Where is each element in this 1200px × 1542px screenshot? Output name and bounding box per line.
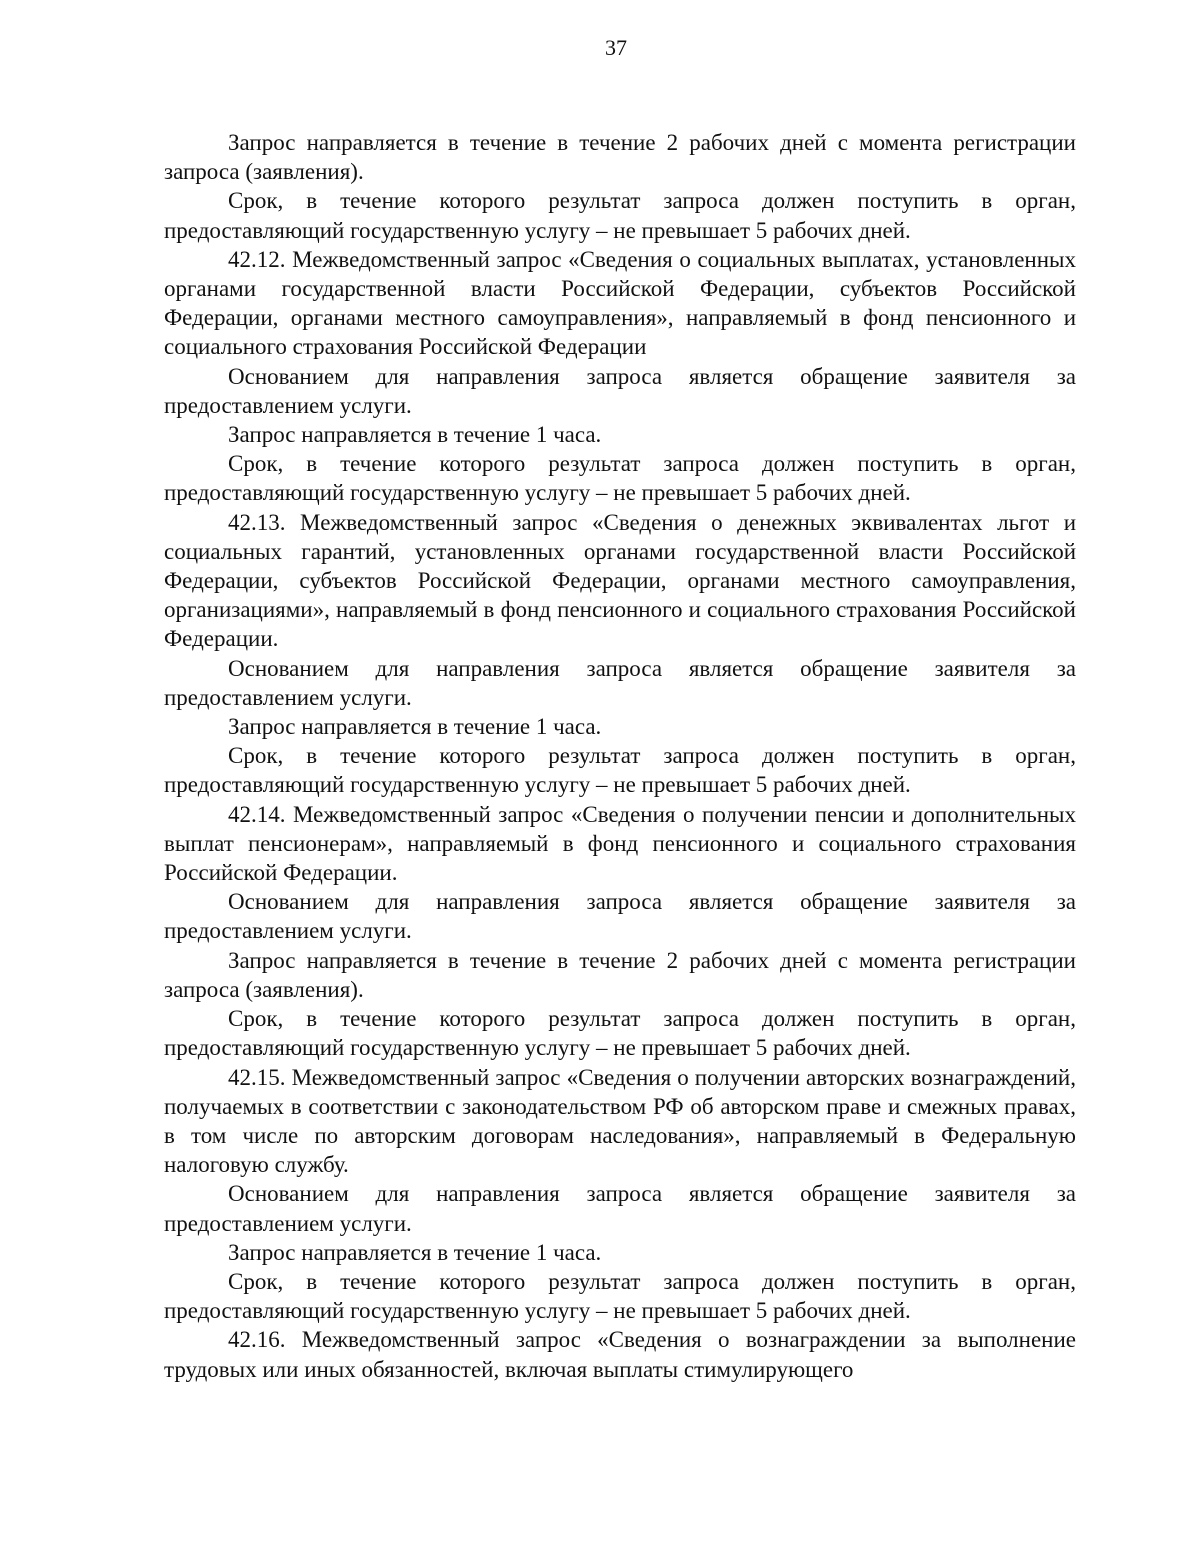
paragraph-section-42-16: 42.16. Межведомственный запрос «Сведения о вознаграждении за выполнение трудовых или иных обязанностей, включая выплаты стимулирующего bbox=[164, 1327, 1076, 1382]
paragraph: Основанием для направления запроса является обращение заявителя за предоставлением услуги. bbox=[164, 889, 1076, 944]
paragraph-section-42-13: 42.13. Межведомственный запрос «Сведения о денежных эквивалентах льгот и социальных гарантий, установленных органами государственной власти Российской Федерации, субъектов Российской Федерации, органами местного самоуправления, организациями», направляемый в фонд пенсионного и социального страхования Российской Федерации. bbox=[164, 509, 1076, 652]
paragraph: Запрос направляется в течение 1 часа. bbox=[228, 714, 602, 740]
paragraph: Основанием для направления запроса является обращение заявителя за предоставлением услуги. bbox=[164, 363, 1076, 418]
paragraph-section-42-14: 42.14. Межведомственный запрос «Сведения о получении пенсии и дополнительных выплат пенсионерам», направляемый в фонд пенсионного и социального страхования Российской Федерации. bbox=[164, 801, 1076, 886]
paragraph: Срок, в течение которого результат запроса должен поступить в орган, предоставляющий государственную услугу – не превышает 5 рабочих дней. bbox=[164, 188, 1076, 243]
paragraph: Запрос направляется в течение в течение 2 рабочих дней с момента регистрации запроса (заявления). bbox=[164, 130, 1076, 185]
document-body bbox=[164, 128, 1076, 1384]
paragraph: Запрос направляется в течение в течение 2 рабочих дней с момента регистрации запроса (заявления). bbox=[164, 947, 1076, 1002]
paragraph-section-42-12: 42.12. Межведомственный запрос «Сведения о социальных выплатах, установленных органами государственной власти Российской Федерации, субъектов Российской Федерации, органами местного самоуправления», направляемый в фонд пенсионного и социального страхования Российской Федерации bbox=[164, 246, 1076, 360]
paragraph: Запрос направляется в течение 1 часа. bbox=[228, 422, 602, 448]
paragraph-section-42-15: 42.15. Межведомственный запрос «Сведения о получении авторских вознаграждений, получаемых в соответствии с законодательством РФ об авторском праве и смежных правах, в том числе по авторским договорам наследования», направляемый в Федеральную налоговую службу. bbox=[164, 1064, 1076, 1178]
paragraph: Основанием для направления запроса является обращение заявителя за предоставлением услуги. bbox=[164, 1181, 1076, 1236]
paragraph: Срок, в течение которого результат запроса должен поступить в орган, предоставляющий государственную услугу – не превышает 5 рабочих дней. bbox=[164, 1006, 1076, 1061]
paragraph: Срок, в течение которого результат запроса должен поступить в орган, предоставляющий государственную услугу – не превышает 5 рабочих дней. bbox=[164, 743, 1076, 798]
paragraph: Срок, в течение которого результат запроса должен поступить в орган, предоставляющий государственную услугу – не превышает 5 рабочих дней. bbox=[164, 451, 1076, 506]
page-number: 37 bbox=[605, 35, 627, 60]
paragraph: Основанием для направления запроса является обращение заявителя за предоставлением услуги. bbox=[164, 655, 1076, 710]
paragraph: Запрос направляется в течение 1 часа. bbox=[228, 1239, 602, 1265]
paragraph: Срок, в течение которого результат запроса должен поступить в орган, предоставляющий государственную услугу – не превышает 5 рабочих дней. bbox=[164, 1268, 1076, 1324]
